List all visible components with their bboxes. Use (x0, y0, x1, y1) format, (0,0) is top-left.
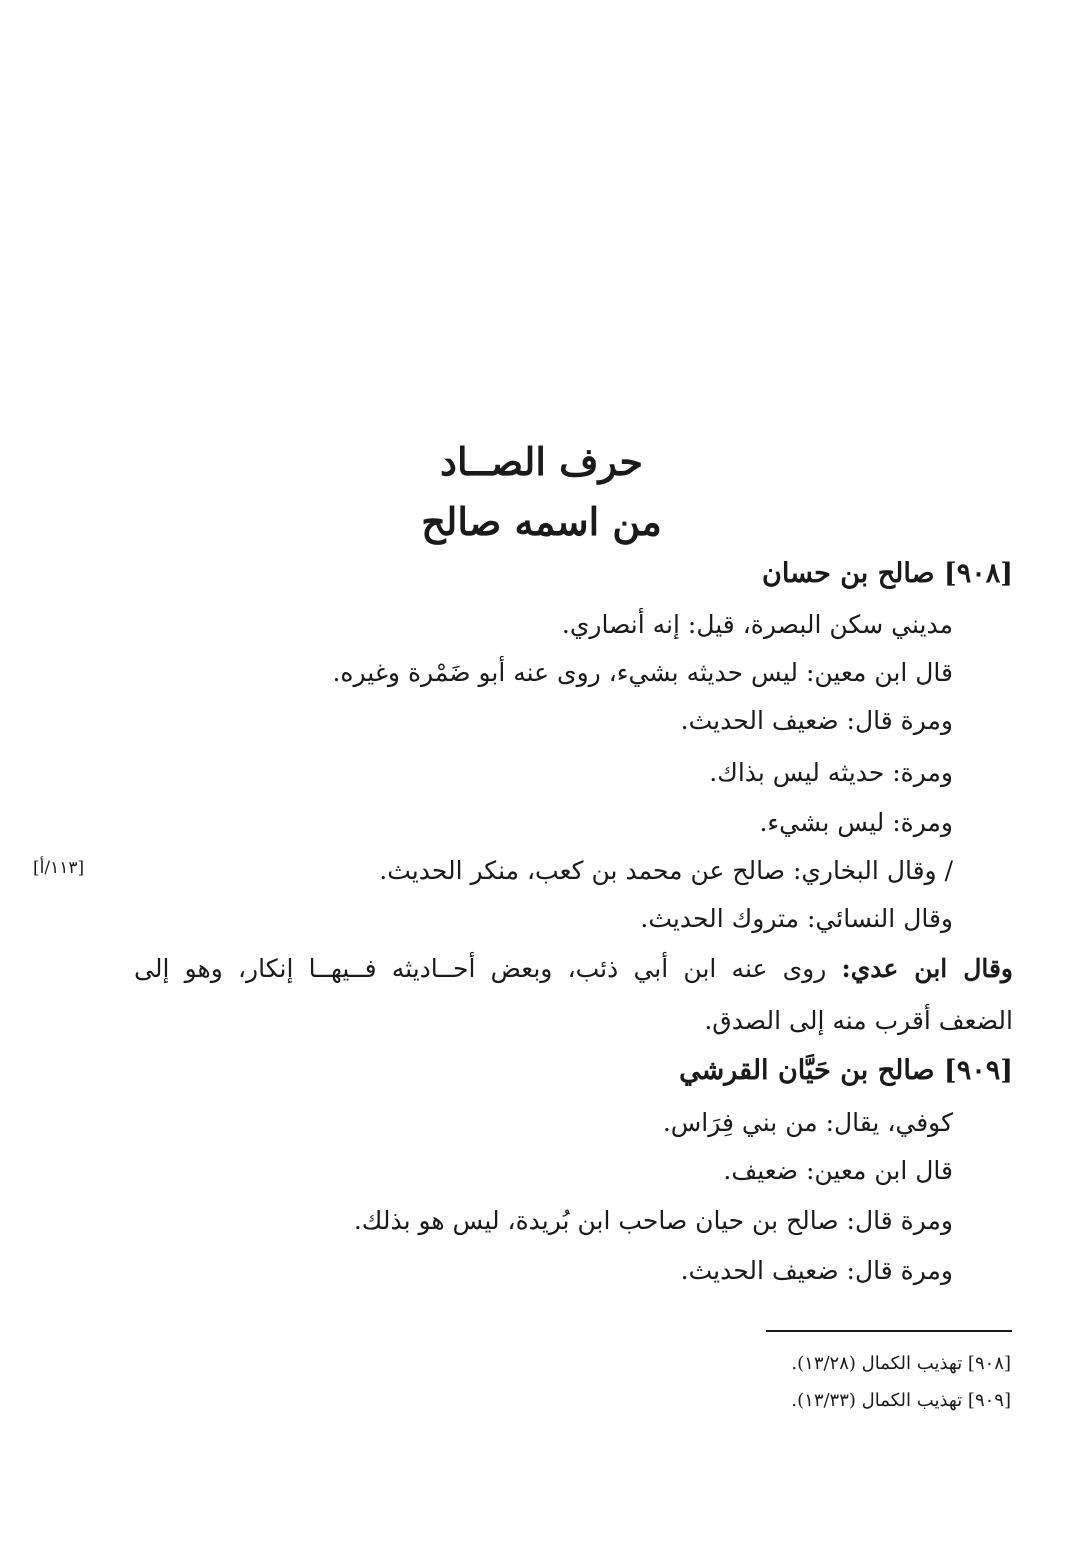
ibn-adi-line (134, 956, 1013, 981)
entry-line: ومرة قال: ضعيف الحديث. (680, 1256, 953, 1285)
ibn-adi-continuation: الضعف أقرب منه إلى الصدق. (704, 1006, 1013, 1035)
entry-line: قال ابن معين: ليس حديثه بشيء، روى عنه أبو ضَمْرة وغيره. (332, 658, 953, 687)
entry-line: ومرة: ليس بشيء. (759, 808, 953, 837)
footnote-908: [٩٠٨] تهذيب الكمال (١٣/٢٨). (791, 1353, 1011, 1374)
section-title: من اسمه صالح (421, 499, 662, 544)
ibn-adi-text: روى عنه ابن أبي ذئب، وبعض أحــاديثه فــيهــا إنكار، وهو إلى (134, 954, 827, 983)
entry-line: مديني سكن البصرة، قيل: إنه أنصاري. (561, 610, 953, 639)
entry-line: ومرة قال: ضعيف الحديث. (680, 706, 953, 735)
ibn-adi-label: وقال ابن عدي: (841, 954, 1013, 983)
entry-line: ومرة: حديثه ليس بذاك. (709, 758, 953, 787)
footnote-separator (766, 1330, 1012, 1332)
entry-heading-909: [٩٠٩] صالح بن حَيَّان القرشي (679, 1055, 1013, 1086)
footnote-909: [٩٠٩] تهذيب الكمال (١٣/٣٣). (791, 1390, 1011, 1411)
entry-line: وقال النسائي: متروك الحديث. (640, 904, 953, 933)
entry-line: / وقال البخاري: صالح عن محمد بن كعب، منكر الحديث. (379, 856, 953, 885)
marginal-folio-reference: [١١٣/أ] (33, 858, 85, 878)
entry-line: قال ابن معين: ضعيف. (723, 1156, 953, 1185)
chapter-title: حرف الصــاد (440, 439, 643, 484)
entry-heading-908: [٩٠٨] صالح بن حسان (762, 558, 1013, 589)
entry-line: كوفي، يقال: من بني فِرَاس. (662, 1108, 953, 1137)
entry-line: ومرة قال: صالح بن حيان صاحب ابن بُريدة، ليس هو بذلك. (353, 1206, 953, 1235)
